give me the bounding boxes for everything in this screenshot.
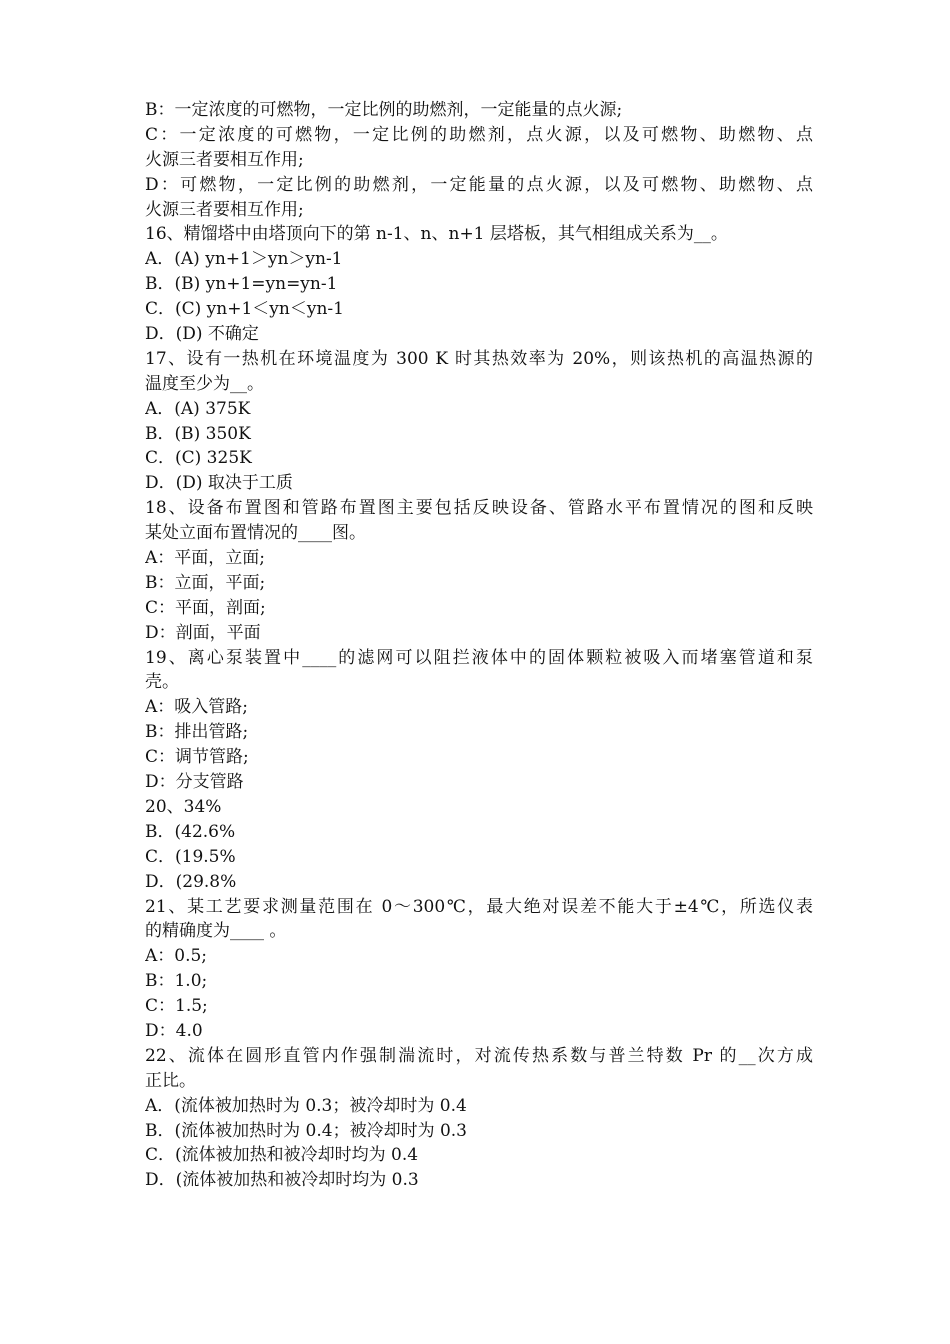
q16-option-b: B．(B) yn+1=yn=yn-1 — [145, 274, 338, 295]
q20-option-b: B．(42.6% — [145, 821, 236, 842]
option-d-line: D：可燃物，一定比例的助燃剂，一定能量的点火源，以及可燃物、助燃物、点 — [145, 174, 813, 195]
question-18: 18、设备布置图和管路布置图主要包括反映设备、管路水平布置情况的图和反映 — [145, 498, 813, 519]
q19-option-a: A：吸入管路; — [145, 697, 249, 718]
q17-option-c: C．(C) 325K — [145, 448, 252, 469]
option-c-line: C：一定浓度的可燃物，一定比例的助燃剂，点火源，以及可燃物、助燃物、点 — [145, 124, 813, 145]
q22-option-b: B．(流体被加热时为 0.4；被冷却时为 0.3 — [145, 1120, 468, 1141]
q17-option-d: D．(D) 取决于工质 — [145, 473, 293, 494]
question-17-cont: 温度至少为__。 — [145, 373, 264, 394]
q20-option-d: D．(29.8% — [145, 871, 237, 892]
q21-option-d: D：4.0 — [145, 1020, 203, 1041]
question-17: 17、设有一热机在环境温度为 300 K 时其热效率为 20%，则该热机的高温热源的 — [145, 348, 813, 369]
question-19: 19、离心泵装置中____的滤网可以阻拦液体中的固体颗粒被吸入而堵塞管道和泵 — [145, 647, 813, 668]
question-21-cont: 的精确度为____ 。 — [145, 921, 287, 942]
q16-option-d: D．(D) 不确定 — [145, 324, 259, 345]
q16-option-a: A．(A) yn+1＞yn＞yn-1 — [145, 249, 343, 270]
q16-option-c: C．(C) yn+1＜yn＜yn-1 — [145, 299, 344, 320]
q22-option-c: C．(流体被加热和被冷却时均为 0.4 — [145, 1145, 419, 1166]
q18-option-b: B：立面，平面; — [145, 572, 266, 593]
q19-option-d: D：分支管路 — [145, 772, 244, 793]
q19-option-c: C：调节管路; — [145, 747, 249, 768]
q18-option-d: D：剖面，平面 — [145, 622, 261, 643]
question-22: 22、流体在圆形直管内作强制湍流时，对流传热系数与普兰特数 Pr 的__次方成 — [145, 1045, 813, 1066]
question-19-cont: 壳。 — [145, 672, 179, 693]
q22-option-d: D．(流体被加热和被冷却时均为 0.3 — [145, 1170, 419, 1191]
q21-option-c: C：1.5; — [145, 996, 208, 1017]
question-20: 20、34% — [145, 796, 222, 817]
q17-option-b: B．(B) 350K — [145, 423, 251, 444]
q21-option-b: B：1.0; — [145, 971, 208, 992]
question-18-cont: 某处立面布置情况的____图。 — [145, 523, 366, 544]
q22-option-a: A．(流体被加热时为 0.3；被冷却时为 0.4 — [145, 1095, 467, 1116]
question-16: 16、精馏塔中由塔顶向下的第 n-1、n、n+1 层塔板，其气相组成关系为__。 — [145, 224, 728, 245]
q17-option-a: A．(A) 375K — [145, 398, 251, 419]
question-21: 21、某工艺要求测量范围在 0～300℃，最大绝对误差不能大于±4℃，所选仪表 — [145, 896, 813, 917]
document-page — [145, 98, 813, 1193]
option-c-line-cont: 火源三者要相互作用; — [145, 149, 304, 170]
q19-option-b: B：排出管路; — [145, 722, 249, 743]
q21-option-a: A：0.5; — [145, 946, 208, 967]
q18-option-c: C：平面，剖面; — [145, 597, 266, 618]
q18-option-a: A：平面，立面; — [145, 548, 266, 569]
question-22-cont: 正比。 — [145, 1070, 196, 1091]
option-d-line-cont: 火源三者要相互作用; — [145, 199, 304, 220]
option-b-line: B：一定浓度的可燃物，一定比例的助燃剂，一定能量的点火源; — [145, 100, 623, 120]
q20-option-c: C．(19.5% — [145, 846, 236, 867]
